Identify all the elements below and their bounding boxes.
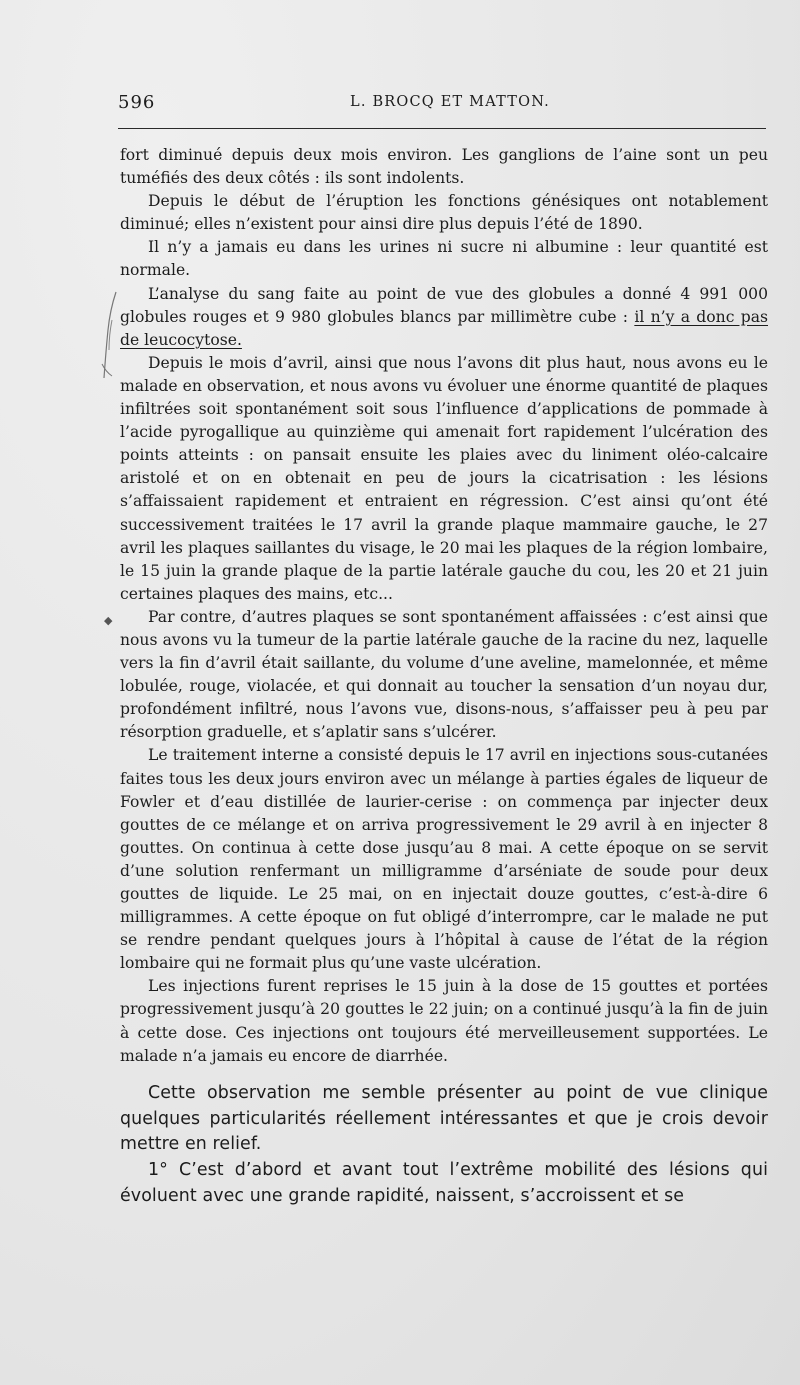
small-text-section bbox=[120, 144, 768, 1068]
paragraph: Depuis le mois d’avril, ainsi que nous l’avons dit plus haut, nous avons eu le malade en observation, et nous avons vu évoluer une énorme quantité de plaques infiltrées soit spontanément soit sous l’influence d’applications de pommade à l’acide pyrogallique au quinzième qui amenait fort rapidement l’ulcération des points atteints : on pansait ensuite les plaies avec du liniment oléo-calcaire aristolé et on en obtenait en peu de jours la cicatrisation : les lésions s’affaissaient rapidement et entraient en régression. C’est ainsi qu’ont été successivement traitées le 17 avril la grande plaque mammaire gauche, le 27 avril les plaques saillantes du visage, le 20 mai les plaques de la région lombaire, le 15 juin la grande plaque de la partie latérale gauche du cou, les 20 et 21 juin certaines plaques des mains, etc... bbox=[120, 353, 768, 603]
blood-analysis-paragraph bbox=[120, 283, 768, 352]
paragraph: 1° C’est d’abord et avant tout l’extrême mobilité des lésions qui évoluent avec une grande rapidité, naissent, s’accroissent et se bbox=[120, 1160, 768, 1206]
paragraph: Il n’y a jamais eu dans les urines ni sucre ni albumine : leur quantité est normale. bbox=[120, 238, 768, 280]
pencil-margin-mark bbox=[98, 290, 120, 380]
paragraph: Par contre, d’autres plaques se sont spontanément affaissées : c’est ainsi que nous avons vu la tumeur de la partie latérale gauche de la racine du nez, laquelle vers la fin d’avril était saillante, du volume d’une aveline, mamelonnée, et même lobulée, rouge, violacée, et qui donnait au toucher la sensation d’un noyau dur, profondément infiltré, nous l’avons vue, disons-nous, s’affaisser peu à peu par résorption graduelle, et s’aplatir sans s’ulcérer. bbox=[120, 607, 768, 742]
paragraph: fort diminué depuis deux mois environ. Les ganglions de l’aine sont un peu tuméfiés des deux côtés : ils sont indolents. bbox=[120, 146, 768, 188]
page-number: 596 bbox=[118, 92, 156, 113]
blood-analysis-text: L’analyse du sang faite au point de vue des globules a donné 4 991 000 globules rouges et 9 980 globules blancs par millimètre cube : bbox=[120, 284, 768, 326]
running-head: L. BROCQ ET MATTON. bbox=[350, 94, 550, 110]
underlined-conclusion: il n’y a donc pas de leucocytose. bbox=[120, 307, 768, 349]
body-text bbox=[120, 144, 768, 1210]
header-rule bbox=[118, 128, 766, 129]
paragraph: Depuis le début de l’éruption les fonctions génésiques ont notablement diminué; elles n’existent pour ainsi dire plus depuis l’été de 1890. bbox=[120, 192, 768, 234]
paragraph: Le traitement interne a consisté depuis le 17 avril en injections sous-cutanées faites tous les deux jours environ avec un mélange à parties égales de liqueur de Fowler et d’eau distillée de laurier-cerise : on commença par injecter deux gouttes de ce mélange et on arriva progressivement le 29 avril à en injecter 8 gouttes. On continua à cette dose jusqu’au 8 mai. A cette époque on se servit d’une solution renfermant un milligramme d’arséniate de soude pour deux gouttes de liquide. Le 25 mai, on en injectait douze gouttes, c’est-à-dire 6 milligrammes. A cette époque on fut obligé d’interrompre, car le malade ne put se rendre pendant quelques jours à l’hôpital à cause de l’état de la région lombaire qui ne formait plus qu’une vaste ulcération. bbox=[120, 746, 768, 973]
large-text-section bbox=[120, 1081, 768, 1210]
paragraph: Cette observation me semble présenter au point de vue clinique quelques particularités réellement intéressantes et que je crois devoir mettre en relief. bbox=[120, 1082, 768, 1155]
page-header bbox=[118, 92, 768, 116]
margin-dot: ◆ bbox=[104, 614, 113, 627]
paragraph: Les injections furent reprises le 15 juin à la dose de 15 gouttes et portées progressivement jusqu’à 20 gouttes le 22 juin; on a continué jusqu’à la fin de juin à cette dose. Ces injections ont toujours été merveilleusement supportées. Le malade n’a jamais eu encore de diarrhée. bbox=[120, 977, 768, 1065]
